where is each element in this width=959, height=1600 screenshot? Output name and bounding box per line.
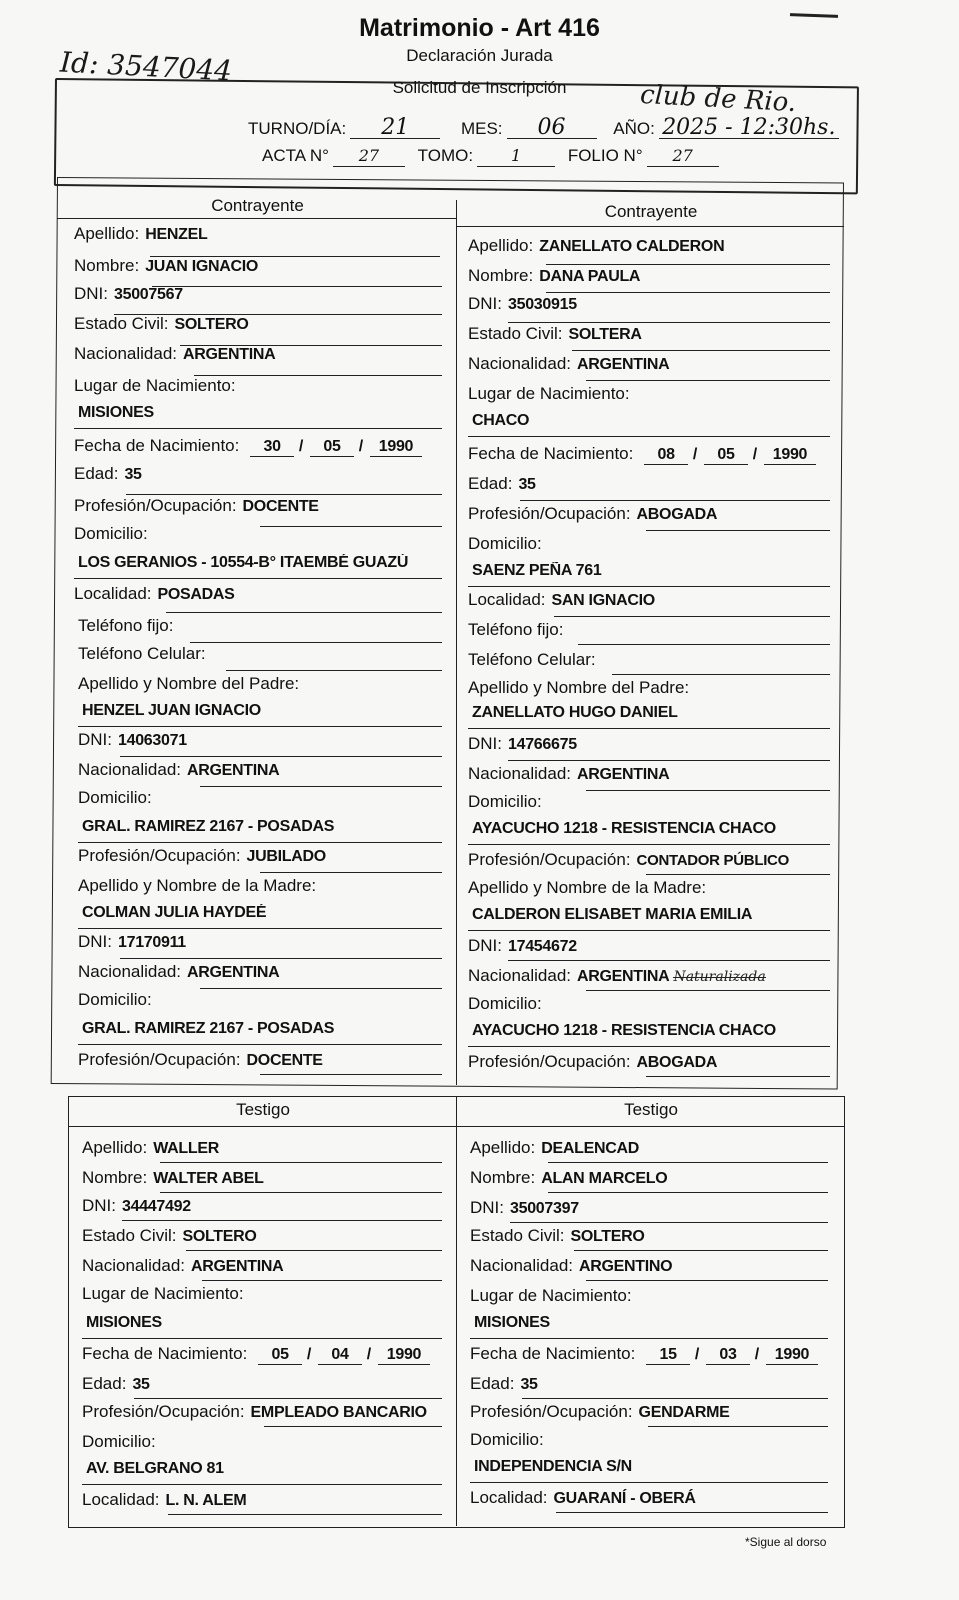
c2-madre-line [468, 930, 830, 931]
t2-apellido-line [548, 1162, 828, 1163]
t2-profesion-line [648, 1426, 828, 1427]
month: 05 [310, 438, 354, 457]
label: Estado Civil: [468, 324, 563, 343]
t2-nombre [470, 1168, 667, 1188]
value: 35 [520, 1376, 538, 1393]
c2-profesion-line [646, 530, 830, 531]
c2-tel-cel-line [612, 674, 830, 675]
c2-tel-cel [468, 650, 602, 670]
footer-note: *Sigue al dorso [745, 1535, 827, 1549]
t1-edad [82, 1374, 150, 1394]
value: L. N. ALEM [165, 1492, 247, 1509]
value: WALTER ABEL [153, 1170, 264, 1187]
label: Nacionalidad: [78, 760, 182, 779]
t1-localidad [82, 1490, 246, 1510]
value: 35007567 [114, 286, 183, 303]
c2-padre-nombre: ZANELLATO HUGO DANIEL [472, 704, 678, 721]
c1-madre-prof [78, 1050, 323, 1070]
c1-padre-nac [78, 760, 279, 780]
label: Nombre: [468, 266, 534, 285]
label: Nacionalidad: [74, 344, 178, 363]
t2-estado-civil [470, 1226, 645, 1246]
day: 05 [258, 1346, 302, 1365]
value: DANA PAULA [539, 268, 641, 285]
label: Estado Civil: [82, 1226, 177, 1245]
t2-nombre-line [548, 1192, 828, 1193]
label: Nombre: [82, 1168, 148, 1187]
c1-nacionalidad [74, 344, 275, 364]
label: DNI: [470, 1198, 504, 1217]
value: WALLER [153, 1140, 219, 1157]
value: 14063071 [118, 732, 187, 749]
t2-profesion [470, 1402, 729, 1422]
turno-value: 21 [350, 118, 440, 139]
label: DNI: [468, 734, 502, 753]
c2-edad [468, 474, 536, 494]
value: 35 [518, 476, 536, 493]
c2-padre-prof-line [646, 874, 830, 875]
value: ARGENTINA [191, 1258, 284, 1275]
t2-dni-line [510, 1222, 828, 1223]
t2-lugar-nac-label: Lugar de Nacimiento: [470, 1286, 632, 1305]
t2-lugar-nac: MISIONES [474, 1314, 550, 1331]
c2-profesion [468, 504, 717, 524]
label: Teléfono fijo: [78, 616, 174, 635]
slash: / [358, 438, 364, 455]
t1-lugar-nac-line [82, 1338, 442, 1339]
day: 15 [646, 1346, 690, 1365]
t2-estado-civil-line [574, 1250, 828, 1251]
c2-localidad [468, 590, 655, 610]
c2-madre-dni [468, 936, 577, 956]
turno-row [248, 115, 839, 140]
c2-madre-domicilio: AYACUCHO 1218 - RESISTENCIA CHACO [472, 1022, 776, 1039]
c1-madre-label: Apellido y Nombre de la Madre: [78, 876, 317, 895]
c2-padre-prof [468, 850, 789, 870]
c1-domicilio-line [74, 578, 442, 579]
c1-padre-domicilio: GRAL. RAMIREZ 2167 - POSADAS [82, 818, 335, 835]
c1-padre-nac-line [200, 786, 442, 787]
label: Profesión/Ocupación: [468, 504, 631, 523]
acta-row [262, 146, 719, 167]
c1-edad [74, 464, 142, 484]
c1-apellido [74, 224, 207, 244]
c1-madre-nombre: COLMAN JULIA HAYDEÉ [82, 904, 267, 921]
t1-domicilio: AV. BELGRANO 81 [86, 1460, 224, 1477]
label: Nacionalidad: [470, 1256, 574, 1275]
label: Edad: [468, 474, 513, 493]
c2-madre-dom-line [468, 1046, 830, 1047]
c1-madre-nac [78, 962, 279, 982]
label: Teléfono Celular: [468, 650, 596, 669]
value: DOCENTE [242, 498, 319, 515]
c1-padre-dni-line [120, 756, 442, 757]
c2-domicilio-line [468, 586, 830, 587]
c2-dni [468, 294, 577, 314]
label: Localidad: [470, 1488, 548, 1507]
c2-dni-line [508, 322, 830, 323]
c2-madre-nombre: CALDERON ELISABET MARIA EMILIA [472, 906, 753, 923]
c2-padre-domicilio: AYACUCHO 1218 - RESISTENCIA CHACO [472, 820, 776, 837]
c2-localidad-line [554, 616, 830, 617]
t2-dni [470, 1198, 579, 1218]
value: ZANELLATO CALDERON [539, 238, 725, 255]
value: HENZEL [145, 226, 208, 243]
label: DNI: [82, 1196, 116, 1215]
c1-padre-prof [78, 846, 326, 866]
c1-madre-dom-line [78, 1044, 442, 1045]
value: 35007397 [510, 1200, 579, 1217]
year: 1990 [370, 438, 422, 457]
slash: / [366, 1346, 372, 1363]
c2-madre-nac-line [586, 990, 830, 991]
label: Apellido: [74, 224, 140, 243]
c1-nombre-line [152, 286, 442, 287]
value: EMPLEADO BANCARIO [250, 1404, 427, 1421]
t2-localidad-line [556, 1512, 828, 1513]
label: Fecha de Nacimiento: [74, 436, 240, 455]
c2-madre-nac [468, 966, 766, 986]
c2-padre-nac [468, 764, 669, 784]
testigos-head-line [68, 1126, 845, 1127]
contrayentes-divider [456, 200, 457, 1085]
label: Nacionalidad: [468, 966, 572, 985]
c2-head-line [456, 226, 844, 227]
c1-madre-nac-line [200, 988, 442, 989]
label: Nombre: [74, 256, 140, 275]
t2-nacionalidad-line [586, 1280, 828, 1281]
c1-padre-nombre: HENZEL JUAN IGNACIO [82, 702, 261, 719]
handwritten-id: Id: 3547044 [59, 45, 233, 88]
label: Profesión/Ocupación: [78, 846, 241, 865]
c2-fecha-nac [468, 444, 816, 465]
c1-domicilio: LOS GERANIOS - 10554-B° ITAEMBÉ GUAZÚ [78, 554, 409, 571]
testigo-2-heading: Testigo [624, 1100, 678, 1119]
c1-lugar-nac-label: Lugar de Nacimiento: [74, 376, 236, 395]
c1-madre-prof-line [260, 1074, 442, 1075]
c1-tel-fijo [78, 616, 179, 636]
c2-estado-civil-line [572, 350, 830, 351]
label: Estado Civil: [74, 314, 169, 333]
testigos-divider [456, 1096, 457, 1526]
value: CONTADOR PÚBLICO [636, 852, 789, 869]
slash: / [306, 1346, 312, 1363]
year: 1990 [766, 1346, 818, 1365]
mes-label: MES: [460, 119, 503, 138]
label: Nacionalidad: [78, 962, 182, 981]
c1-tel-cel [78, 644, 212, 664]
c2-tel-fijo-line [578, 644, 830, 645]
c2-padre-nac-line [586, 790, 830, 791]
c1-localidad [74, 584, 235, 604]
crossed-out-note: Naturalizada [673, 969, 766, 985]
value: POSADAS [157, 586, 235, 603]
label: Profesión/Ocupación: [470, 1402, 633, 1421]
label: Profesión/Ocupación: [468, 1052, 631, 1071]
value: 35030915 [508, 296, 577, 313]
year: 1990 [378, 1346, 430, 1365]
label: Fecha de Nacimiento: [82, 1344, 248, 1363]
c2-estado-civil [468, 324, 642, 344]
testigo-1-heading: Testigo [236, 1100, 290, 1119]
c1-madre-dni [78, 932, 186, 952]
c1-nombre [74, 256, 258, 276]
form-title: Matrimonio - Art 416 [359, 14, 600, 42]
label: Apellido: [470, 1138, 536, 1157]
label: Profesión/Ocupación: [78, 1050, 241, 1069]
month: 04 [318, 1346, 362, 1365]
t2-domicilio-line [470, 1482, 828, 1483]
acta-label: ACTA N° [262, 146, 329, 165]
tomo-label: TOMO: [417, 146, 474, 165]
label: Localidad: [82, 1490, 160, 1509]
c1-padre-dom-label: Domicilio: [78, 788, 152, 807]
c1-padre-line [78, 726, 442, 727]
c1-profesion-line [260, 526, 442, 527]
c1-lugar-nac-line [74, 428, 442, 429]
c2-apellido-line [546, 264, 830, 265]
t1-localidad-line [168, 1514, 442, 1515]
value: ARGENTINA [577, 968, 670, 985]
c1-padre-dom-line [78, 842, 442, 843]
c1-localidad-line [166, 612, 442, 613]
label: Edad: [74, 464, 119, 483]
label: Apellido: [468, 236, 534, 255]
month: 05 [704, 446, 748, 465]
value: ARGENTINO [579, 1258, 673, 1275]
t1-nombre [82, 1168, 264, 1188]
t2-fecha-nac [470, 1344, 818, 1365]
c2-nombre-line [546, 292, 830, 293]
value: ARGENTINA [187, 762, 280, 779]
label: Localidad: [468, 590, 546, 609]
value: SOLTERO [174, 316, 249, 333]
day: 08 [644, 446, 688, 465]
label: Teléfono Celular: [78, 644, 206, 663]
c2-nacionalidad-line [586, 380, 830, 381]
c1-edad-line [126, 494, 442, 495]
t2-nacionalidad [470, 1256, 672, 1276]
mes-value: 06 [507, 118, 597, 139]
t2-apellido [470, 1138, 639, 1158]
month: 03 [706, 1346, 750, 1365]
t1-dni-line [122, 1220, 442, 1221]
folio-label: FOLIO N° [567, 146, 643, 165]
t1-profesion-line [264, 1426, 442, 1427]
value: ABOGADA [636, 506, 718, 523]
c2-lugar-nac-line [468, 436, 830, 437]
value: DEALENCAD [541, 1140, 639, 1157]
t1-fecha-nac [82, 1344, 430, 1365]
c2-lugar-nac-label: Lugar de Nacimiento: [468, 384, 630, 403]
label: Fecha de Nacimiento: [470, 1344, 636, 1363]
value: ARGENTINA [577, 356, 670, 373]
c1-madre-domicilio: GRAL. RAMIREZ 2167 - POSADAS [82, 1020, 335, 1037]
label: DNI: [74, 284, 108, 303]
c2-padre-dom-label: Domicilio: [468, 792, 542, 811]
label: Edad: [82, 1374, 127, 1393]
anio-label: AÑO: [613, 119, 655, 138]
label: DNI: [468, 936, 502, 955]
c1-profesion [74, 496, 319, 516]
form-subtitle-solicitud: Solicitud de Inscripción [392, 78, 567, 97]
c2-padre-line [468, 728, 830, 729]
value: ALAN MARCELO [541, 1170, 668, 1187]
value: ARGENTINA [187, 964, 280, 981]
c2-nacionalidad [468, 354, 669, 374]
label: DNI: [78, 932, 112, 951]
label: Estado Civil: [470, 1226, 565, 1245]
t1-estado-civil-line [186, 1250, 442, 1251]
value: 35 [124, 466, 142, 483]
c2-edad-line [520, 500, 830, 501]
t2-domicilio-label: Domicilio: [470, 1430, 544, 1449]
value: GENDARME [638, 1404, 730, 1421]
label: Nacionalidad: [468, 354, 572, 373]
c1-tel-fijo-line [190, 642, 442, 643]
t2-edad-line [522, 1398, 828, 1399]
c2-madre-dom-label: Domicilio: [468, 994, 542, 1013]
value: ARGENTINA [183, 346, 276, 363]
c1-lugar-nac: MISIONES [78, 404, 154, 421]
slash: / [692, 446, 698, 463]
slash: / [694, 1346, 700, 1363]
c1-padre-prof-line [260, 872, 442, 873]
c1-estado-civil [74, 314, 249, 334]
t1-nombre-line [160, 1192, 442, 1193]
c2-domicilio-label: Domicilio: [468, 534, 542, 553]
c1-padre-dni [78, 730, 187, 750]
day: 30 [250, 438, 294, 457]
label: DNI: [78, 730, 112, 749]
c2-madre-dni-line [508, 960, 830, 961]
c2-madre-label: Apellido y Nombre de la Madre: [468, 878, 707, 897]
c2-lugar-nac: CHACO [472, 412, 530, 429]
t2-edad [470, 1374, 538, 1394]
t1-lugar-nac-label: Lugar de Nacimiento: [82, 1284, 244, 1303]
handwritten-place: club de Rio. [639, 79, 797, 119]
c2-padre-dom-line [468, 844, 830, 845]
t1-nacionalidad [82, 1256, 283, 1276]
t1-edad-line [134, 1398, 442, 1399]
value: SOLTERA [568, 326, 642, 343]
label: Nacionalidad: [82, 1256, 186, 1275]
c2-madre-prof-line [646, 1076, 830, 1077]
c2-padre-label: Apellido y Nombre del Padre: [468, 678, 690, 697]
c1-fecha-nac [74, 436, 422, 457]
c2-tel-fijo [468, 620, 569, 640]
c1-madre-dom-label: Domicilio: [78, 990, 152, 1009]
value: 17170911 [118, 934, 186, 951]
c2-nombre [468, 266, 640, 286]
value: 35 [132, 1376, 150, 1393]
c1-madre-dni-line [120, 958, 442, 959]
anio-value: 2025 - 12:30hs. [659, 118, 839, 139]
label: Profesión/Ocupación: [468, 850, 631, 869]
c2-padre-dni-line [508, 760, 830, 761]
label: Nacionalidad: [468, 764, 572, 783]
form-subtitle-declaracion: Declaración Jurada [406, 46, 553, 65]
label: Apellido: [82, 1138, 148, 1157]
c1-domicilio-label: Domicilio: [74, 524, 148, 543]
c1-tel-cel-line [226, 670, 442, 671]
tomo-value: 1 [477, 146, 555, 167]
contrayente-1-heading: Contrayente [211, 196, 304, 215]
t2-lugar-nac-line [470, 1338, 828, 1339]
value: 14766675 [508, 736, 577, 753]
label: Teléfono fijo: [468, 620, 564, 639]
value: SOLTERO [182, 1228, 257, 1245]
value: DOCENTE [246, 1052, 323, 1069]
value: ABOGADA [636, 1054, 718, 1071]
t1-lugar-nac: MISIONES [86, 1314, 162, 1331]
contrayente-2-heading: Contrayente [604, 202, 698, 221]
value: JUBILADO [246, 848, 326, 865]
slash: / [754, 1346, 760, 1363]
value: 17454672 [508, 938, 577, 955]
c2-domicilio: SAENZ PEÑA 761 [472, 562, 602, 579]
t1-dni [82, 1196, 191, 1216]
label: Profesión/Ocupación: [74, 496, 237, 515]
value: ARGENTINA [577, 766, 670, 783]
label: Profesión/Ocupación: [82, 1402, 245, 1421]
c1-dni [74, 284, 183, 304]
label: DNI: [468, 294, 502, 313]
c1-madre-line [78, 928, 442, 929]
value: SOLTERO [570, 1228, 645, 1245]
t1-apellido-line [160, 1162, 442, 1163]
label: Fecha de Nacimiento: [468, 444, 634, 463]
value: SAN IGNACIO [551, 592, 655, 609]
value: 34447492 [122, 1198, 191, 1215]
t1-domicilio-line [82, 1484, 442, 1485]
t2-localidad [470, 1488, 696, 1508]
c2-apellido [468, 236, 724, 256]
label: Nombre: [470, 1168, 536, 1187]
turno-label: TURNO/DÍA: [248, 119, 347, 138]
label: Edad: [470, 1374, 515, 1393]
t1-profesion [82, 1402, 446, 1422]
c2-padre-dni [468, 734, 577, 754]
t2-domicilio: INDEPENDENCIA S/N [474, 1458, 632, 1475]
c2-madre-prof [468, 1052, 717, 1072]
slash: / [298, 438, 304, 455]
c1-padre-label: Apellido y Nombre del Padre: [78, 674, 300, 693]
slash: / [752, 446, 758, 463]
t1-apellido [82, 1138, 219, 1158]
t1-nacionalidad-line [202, 1280, 442, 1281]
year: 1990 [764, 446, 816, 465]
c1-head-line [57, 218, 457, 219]
t1-domicilio-label: Domicilio: [82, 1432, 156, 1451]
acta-value: 27 [333, 146, 405, 167]
label: Localidad: [74, 584, 152, 603]
folio-value: 27 [647, 146, 719, 167]
t1-estado-civil [82, 1226, 257, 1246]
value: JUAN IGNACIO [145, 258, 259, 275]
value: GUARANÍ - OBERÁ [553, 1490, 696, 1507]
